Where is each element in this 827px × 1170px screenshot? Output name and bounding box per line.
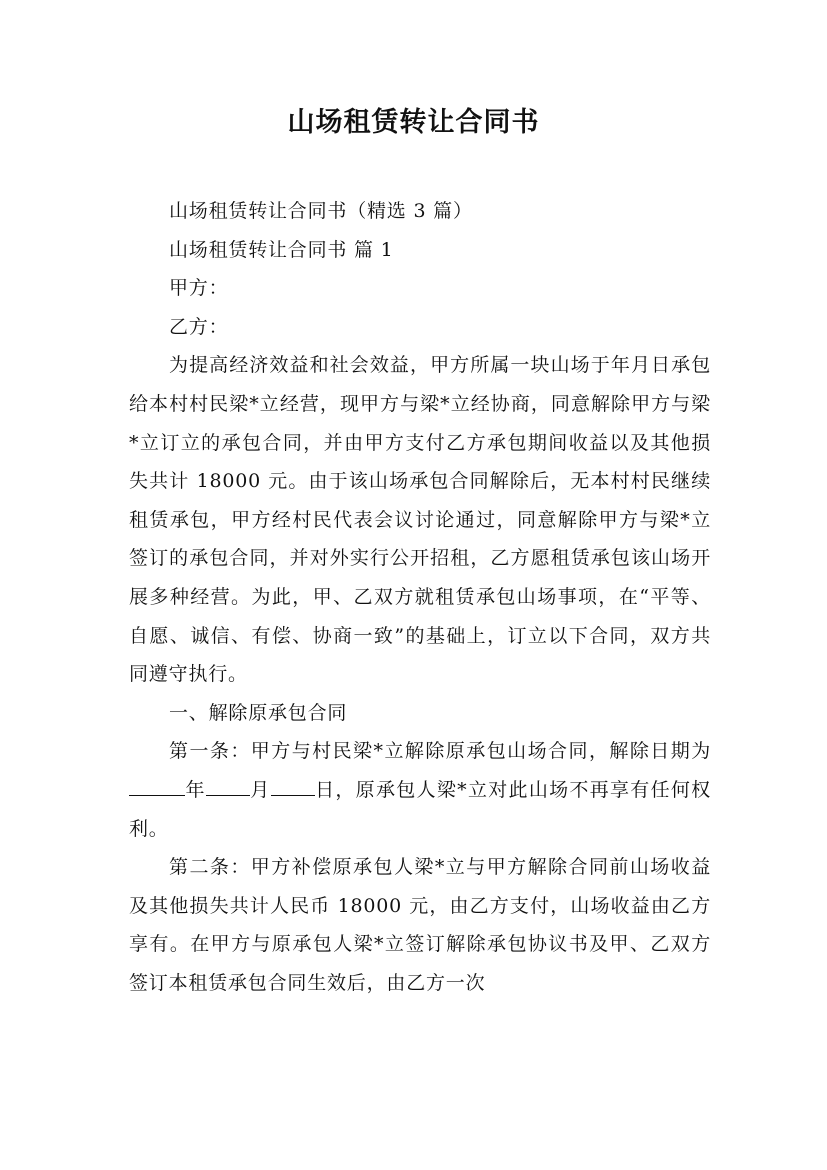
paragraph-party-a: 甲方： (169, 277, 229, 300)
paragraph-preamble: 为提高经济效益和社会效益，甲方所属一块山场于年月日承包给本村村民梁*立经营，现甲方与梁*立经协商，同意解除甲方与梁*立订立的承包合同，并由甲方支付乙方承包期间收益以及其他损失共计 18000 元。由于该山场承包合同解除后，无本村村民继续租赁承包，甲方经村民代表会议讨论通过，同意解除甲方与梁*立签订的承包合同，并对外实行公开招租，乙方愿租赁承包该山场开展多种经营。为此，甲、乙双方就租赁承包山场事项，在“平等、自愿、诚信、有偿、协商一致”的基础上，订立以下合同，双方共同遵守执行。 (129, 354, 711, 686)
paragraph-article-2: 第二条：甲方补偿原承包人梁*立与甲方解除合同前山场收益及其他损失共计人民币 18000 元，由乙方支付，山场收益由乙方享有。在甲方与原承包人梁*立签订解除承包协议书及甲、乙双方签订本租赁承包合同生效后，由乙方一次 (129, 856, 711, 994)
paragraph-subtitle: 山场租赁转让合同书（精选 3 篇） (169, 200, 473, 222)
document-body (129, 192, 711, 1002)
blank-month-field (206, 775, 250, 796)
blank-day-field (271, 775, 315, 796)
article-1-year-label: 年 (185, 778, 206, 801)
article-1-part-d: 日，原承包人梁*立对此山场不再享有任何权利。 (129, 778, 711, 840)
article-1-month-label: 月 (249, 778, 271, 801)
article-1-part-a: 第一条：甲方与村民梁*立解除原承包山场合同，解除日期为 (169, 740, 711, 763)
paragraph-part-heading: 山场租赁转让合同书 篇 1 (169, 238, 394, 261)
paragraph-party-b: 乙方： (169, 315, 229, 338)
blank-year-field (129, 775, 185, 796)
document-title: 山场租赁转让合同书 (287, 107, 540, 138)
paragraph-section-heading: 一、解除原承包合同 (169, 701, 348, 724)
paragraph-article-1 (129, 732, 711, 848)
